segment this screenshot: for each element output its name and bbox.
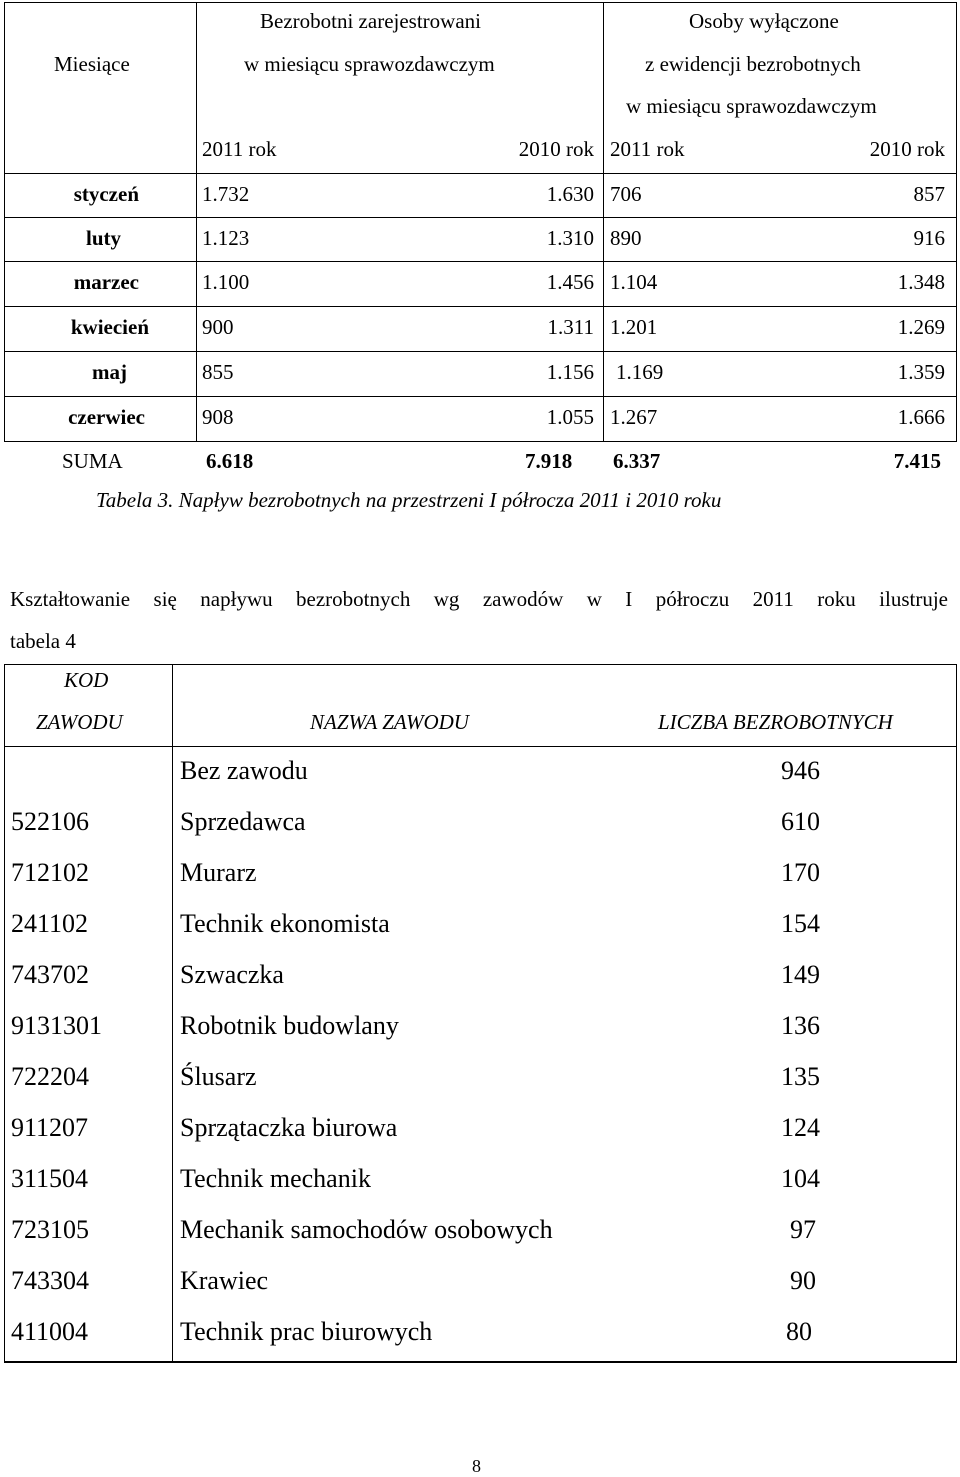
value-cell: 855: [202, 360, 234, 384]
count-cell: 104: [781, 1164, 820, 1193]
table-row: [4, 1257, 957, 1308]
header-year-2011: 2011 rok: [202, 137, 277, 161]
table-border: [4, 441, 957, 442]
table-row: [4, 1308, 957, 1359]
sum-value: 6.618: [206, 449, 254, 473]
name-cell: Murarz: [180, 858, 257, 887]
header-name: NAZWA ZAWODU: [310, 710, 469, 734]
value-cell: 1.156: [546, 360, 594, 384]
name-cell: Mechanik samochodów osobowych: [180, 1215, 553, 1244]
header-year-2011: 2011 rok: [610, 137, 685, 161]
value-cell: 1.732: [202, 182, 250, 206]
name-cell: Technik mechanik: [180, 1164, 371, 1193]
sum-value: 7.415: [893, 449, 941, 473]
header-removed-sub: z ewidencji bezrobotnych: [645, 52, 861, 76]
count-cell: 90: [790, 1266, 816, 1295]
header-removed-sub2: w miesiącu sprawozdawczym: [626, 94, 877, 118]
code-cell: 911207: [11, 1113, 89, 1142]
header-code: KOD: [64, 668, 109, 692]
header-months: Miesiące: [54, 52, 130, 76]
name-cell: Technik ekonomista: [180, 909, 390, 938]
value-cell: 1.123: [202, 226, 250, 250]
code-cell: 241102: [11, 909, 89, 938]
count-cell: 135: [781, 1062, 820, 1091]
header-removed: Osoby wyłączone: [689, 9, 839, 33]
value-cell: 1.348: [897, 270, 945, 294]
name-cell: Robotnik budowlany: [180, 1011, 399, 1040]
header-year-2010: 2010 rok: [869, 137, 945, 161]
body-paragraph: [10, 578, 948, 662]
value-cell: 1.267: [610, 405, 658, 429]
value-cell: 1.456: [546, 270, 594, 294]
month-cell: maj: [92, 360, 127, 384]
code-cell: 9131301: [11, 1011, 102, 1040]
code-cell: 743304: [11, 1266, 89, 1295]
code-cell: 712102: [11, 858, 89, 887]
table-border: [4, 396, 957, 397]
value-cell: 1.666: [897, 405, 945, 429]
table-row: [4, 1053, 957, 1104]
table-border: [196, 2, 197, 442]
header-year-2010: 2010 rok: [518, 137, 594, 161]
value-cell: 1.269: [897, 315, 945, 339]
name-cell: Bez zawodu: [180, 756, 308, 785]
table-border: [4, 173, 957, 174]
count-cell: 97: [790, 1215, 816, 1244]
month-cell: luty: [85, 226, 121, 250]
value-cell: 1.100: [202, 270, 250, 294]
table-row: [4, 1206, 957, 1257]
value-cell: 1.359: [897, 360, 945, 384]
table-border: [4, 306, 957, 307]
table-border: [4, 217, 957, 218]
table-row: [4, 951, 957, 1002]
code-cell: 522106: [11, 807, 89, 836]
header-registered: Bezrobotni zarejestrowani: [260, 9, 481, 33]
value-cell: 1.630: [546, 182, 594, 206]
value-cell: 1.201: [610, 315, 658, 339]
table-border: [4, 664, 957, 665]
table-border: [4, 2, 957, 3]
name-cell: Ślusarz: [180, 1062, 257, 1091]
count-cell: 946: [781, 756, 820, 785]
count-cell: 136: [781, 1011, 820, 1040]
table-4: [4, 664, 957, 1363]
paragraph-line: Kształtowanie się napływu bezrobotnych wg zawodów w I półroczu 2011 roku ilustruje: [10, 587, 948, 611]
month-cell: czerwiec: [68, 405, 145, 429]
code-cell: 743702: [11, 960, 89, 989]
sum-value: 7.918: [525, 449, 573, 473]
value-cell: 706: [610, 182, 642, 206]
table-3-caption: Tabela 3. Napływ bezrobotnych na przestrzeni I półrocza 2011 i 2010 roku: [96, 488, 722, 512]
header-code-sub: ZAWODU: [36, 710, 123, 734]
header-count: LICZBA BEZROBOTNYCH: [658, 710, 893, 734]
month-cell: styczeń: [73, 182, 139, 206]
value-cell: 1.169: [616, 360, 664, 384]
value-cell: 1.055: [546, 405, 594, 429]
count-cell: 154: [781, 909, 820, 938]
paragraph-line: tabela 4: [10, 629, 76, 653]
table-row: [4, 900, 957, 951]
code-cell: 411004: [11, 1317, 89, 1346]
value-cell: 890: [610, 226, 642, 250]
count-cell: 610: [781, 807, 820, 836]
value-cell: 857: [913, 182, 945, 206]
name-cell: Sprzedawca: [180, 807, 306, 836]
page-number: 8: [472, 1456, 481, 1476]
table-row: [4, 849, 957, 900]
month-cell: kwiecień: [70, 315, 149, 339]
table-border: [956, 2, 957, 442]
count-cell: 80: [786, 1317, 812, 1346]
name-cell: Szwaczka: [180, 960, 284, 989]
value-cell: 1.310: [546, 226, 594, 250]
count-cell: 170: [781, 858, 820, 887]
code-cell: 311504: [11, 1164, 89, 1193]
table-border: [4, 1361, 957, 1363]
header-registered-sub: w miesiącu sprawozdawczym: [244, 52, 495, 76]
table-border: [603, 2, 604, 442]
month-cell: marzec: [73, 270, 139, 294]
name-cell: Sprzątaczka biurowa: [180, 1113, 398, 1142]
table-3: [4, 2, 957, 487]
value-cell: 1.104: [610, 270, 658, 294]
table-border: [4, 2, 5, 442]
value-cell: 1.311: [547, 315, 594, 339]
count-cell: 124: [781, 1113, 820, 1142]
table-row: [4, 1104, 957, 1155]
table-row: [4, 798, 957, 849]
sum-label: SUMA: [62, 449, 123, 473]
table-border: [4, 351, 957, 352]
table-border: [4, 261, 957, 262]
code-cell: 723105: [11, 1215, 89, 1244]
table-row: [4, 1155, 957, 1206]
table-row: [4, 747, 957, 798]
count-cell: 149: [781, 960, 820, 989]
value-cell: 908: [202, 405, 234, 429]
sum-value: 6.337: [613, 449, 661, 473]
value-cell: 916: [913, 226, 945, 250]
name-cell: Technik prac biurowych: [180, 1317, 433, 1346]
name-cell: Krawiec: [180, 1266, 269, 1295]
value-cell: 900: [202, 315, 234, 339]
code-cell: 722204: [11, 1062, 89, 1091]
table-row: [4, 1002, 957, 1053]
